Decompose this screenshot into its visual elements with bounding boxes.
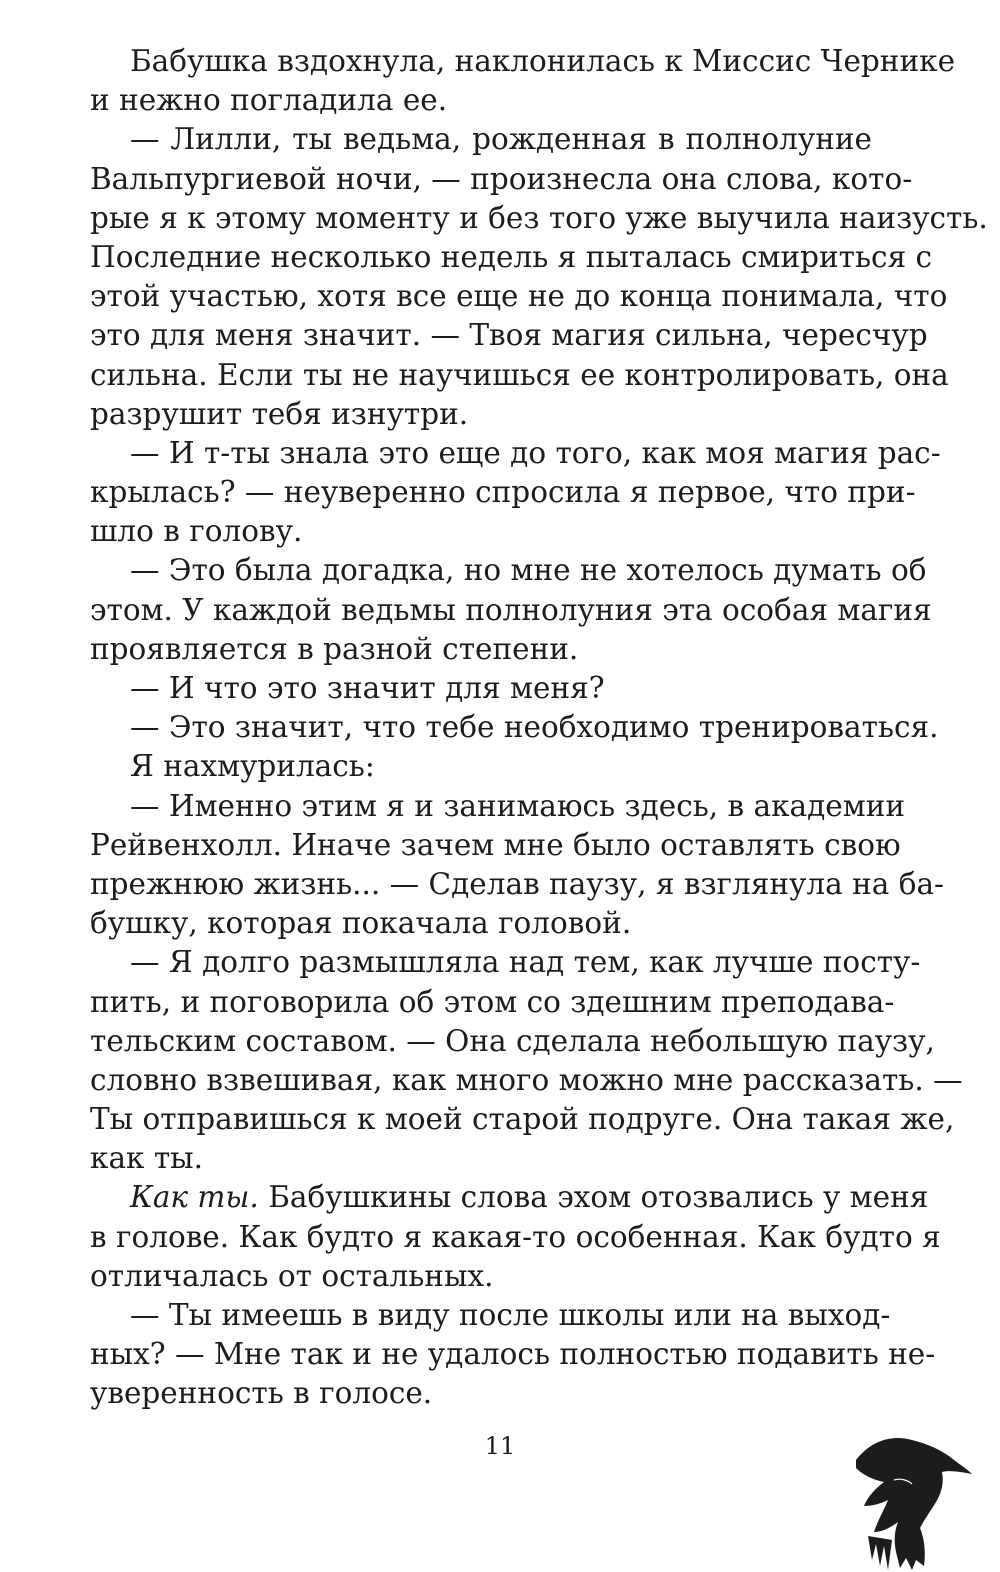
text-line	[90, 238, 933, 277]
text-line-content: бушку, которая покачала головой.	[90, 906, 632, 941]
text-line	[90, 395, 872, 434]
text-line	[90, 199, 988, 238]
text-line	[90, 1335, 936, 1374]
text-line-content: пить, и поговорила об этом со здешним преподава-	[90, 984, 895, 1019]
text-line-content: — И что это значит для меня?	[130, 671, 605, 705]
text-line	[90, 1100, 955, 1139]
text-line	[90, 1139, 872, 1178]
text-line-content: отличалась от остальных.	[90, 1258, 494, 1293]
text-line-content: Последние несколько недель я пыталась смириться с	[90, 239, 933, 274]
text-line-content: как ты.	[90, 1141, 204, 1176]
text-line	[90, 1022, 935, 1061]
text-line	[90, 669, 872, 708]
text-line	[90, 1374, 872, 1413]
text-line-content: сильна. Если ты не научишься ее контролировать, она	[90, 357, 949, 392]
text-line	[90, 473, 916, 512]
text-line	[90, 120, 872, 159]
text-line	[90, 551, 927, 590]
text-line	[90, 865, 945, 904]
text-line	[90, 708, 939, 747]
raven-icon	[850, 1420, 972, 1572]
italic-phrase: Как ты.	[130, 1180, 259, 1215]
page-number: 11	[484, 1432, 516, 1460]
text-line-content: Рейвенхолл. Иначе зачем мне было оставлять свою	[90, 827, 901, 862]
text-line-content: этом. У каждой ведьмы полнолуния эта особая магия	[90, 592, 932, 627]
text-line-content: — Это значит, что тебе необходимо тренироваться.	[130, 710, 939, 745]
text-line	[90, 943, 921, 982]
text-line	[90, 1257, 872, 1296]
text-line	[90, 983, 895, 1022]
text-line-content: словно взвешивая, как много можно мне рассказать. —	[90, 1062, 963, 1097]
text-line-content: — Именно этим я и занимаюсь здесь, в академии	[130, 788, 906, 823]
text-line-content: — Лилли, ты ведьма, рожденная в полнолуние	[130, 122, 872, 157]
text-line-content: и нежно погладила ее.	[90, 83, 448, 118]
text-line-content: разрушит тебя изнутри.	[90, 396, 469, 431]
text-line-content: Я нахмурилась:	[130, 749, 375, 784]
text-line	[90, 356, 949, 395]
text-line-content: — И т-ты знала это еще до того, как моя магия рас-	[130, 435, 941, 470]
text-line-content: крылась? — неуверенно спросила я первое, что при-	[90, 475, 916, 510]
text-line	[90, 747, 872, 786]
text-line	[90, 826, 901, 865]
text-line-content: Ты отправишься к моей старой подруге. Она такая же,	[90, 1102, 955, 1137]
text-line	[90, 277, 948, 316]
text-line	[90, 904, 872, 943]
text-line	[90, 787, 906, 826]
body-text	[90, 42, 988, 1414]
text-line-content: — Это была догадка, но мне не хотелось думать об	[130, 553, 927, 588]
text-line	[90, 434, 941, 473]
text-line-content: — Я долго размышляла над тем, как лучше посту-	[130, 945, 921, 980]
text-line-content: в голове. Как будто я какая-то особенная. Как будто я	[90, 1219, 941, 1254]
text-line	[90, 1296, 891, 1335]
text-line	[90, 42, 956, 81]
text-line-content: шло в голову.	[90, 514, 303, 549]
text-line	[90, 316, 928, 355]
text-line-content: это для меня значит. — Твоя магия сильна, чересчур	[90, 318, 928, 353]
text-line-content: проявляется в разной степени.	[90, 631, 579, 666]
text-line-content: уверенность в голосе.	[90, 1376, 433, 1411]
text-line-content: прежнюю жизнь... — Сделав паузу, я взглянула на ба-	[90, 866, 945, 901]
text-line-content: ных? — Мне так и не удалось полностью подавить не-	[90, 1337, 936, 1372]
text-line-content: Вальпургиевой ночи, — произнесла она слова, кото-	[90, 161, 913, 196]
text-line-content: — Ты имеешь в виду после школы или на выход-	[130, 1298, 891, 1332]
text-line	[90, 81, 872, 120]
text-line	[90, 512, 872, 551]
text-line	[90, 591, 932, 630]
text-line-content: рые я к этому моменту и без того уже выучила наизусть.	[90, 200, 988, 235]
text-line-content: Бабушка вздохнула, наклонилась к Миссис Чернике	[130, 44, 956, 78]
text-line	[90, 1178, 929, 1217]
text-line	[90, 160, 913, 199]
text-line	[90, 630, 872, 669]
text-line	[90, 1061, 963, 1100]
text-line	[90, 1218, 941, 1257]
text-line-content: этой участью, хотя все еще не до конца понимала, что	[90, 279, 948, 314]
text-line-content: тельским составом. — Она сделала небольшую паузу,	[90, 1023, 935, 1058]
text-line-content: Бабушкины слова эхом отозвались у меня	[268, 1180, 929, 1215]
